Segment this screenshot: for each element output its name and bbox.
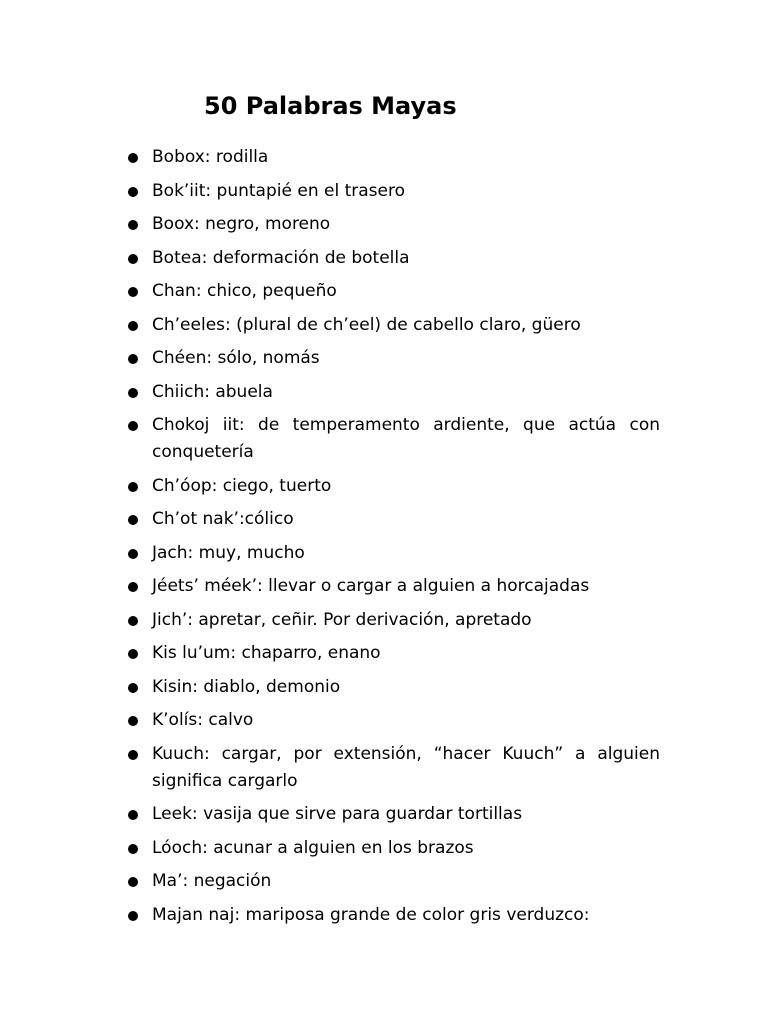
list-item-text: Botea: deformación de botella bbox=[152, 247, 410, 268]
list-item bbox=[128, 379, 660, 406]
bullet-icon bbox=[128, 515, 138, 525]
list-item bbox=[128, 607, 660, 634]
bullet-icon bbox=[128, 810, 138, 820]
bullet-icon bbox=[128, 187, 138, 197]
bullet-icon bbox=[128, 716, 138, 726]
bullet-icon bbox=[128, 616, 138, 626]
bullet-icon bbox=[128, 321, 138, 331]
bullet-icon bbox=[128, 354, 138, 364]
list-item-text: Ma’: negación bbox=[152, 871, 272, 891]
list-item-text: Ch’eeles: (plural de ch’eel) de cabello claro, güero bbox=[152, 314, 581, 335]
bullet-icon bbox=[128, 750, 138, 760]
list-item bbox=[128, 540, 660, 567]
list-item-text: Jéets’ méek’: llevar o cargar a alguien a horcajadas bbox=[152, 576, 590, 596]
list-item bbox=[128, 473, 660, 500]
bullet-icon bbox=[128, 683, 138, 693]
bullet-icon bbox=[128, 649, 138, 659]
list-item-text: Jich’: apretar, ceñir. Por derivación, apretado bbox=[152, 609, 532, 630]
bullet-icon bbox=[128, 388, 138, 398]
bullet-icon bbox=[128, 549, 138, 559]
list-item bbox=[128, 278, 660, 305]
list-item-text: Kisin: diablo, demonio bbox=[152, 676, 341, 697]
bullet-icon bbox=[128, 582, 138, 592]
bullet-icon bbox=[128, 421, 138, 431]
bullet-icon bbox=[128, 482, 138, 492]
list-item bbox=[128, 835, 660, 862]
word-list bbox=[128, 144, 660, 935]
bullet-icon bbox=[128, 254, 138, 264]
bullet-icon bbox=[128, 153, 138, 163]
page-title: 50 Palabras Mayas bbox=[204, 92, 457, 120]
list-item-text: Boox: negro, moreno bbox=[152, 214, 331, 234]
list-item bbox=[128, 674, 660, 701]
list-item bbox=[128, 741, 660, 795]
list-item bbox=[128, 801, 660, 828]
list-item-text: Chiich: abuela bbox=[152, 381, 273, 402]
list-item bbox=[128, 902, 660, 929]
list-item bbox=[128, 245, 660, 272]
list-item-text: Ch’óop: ciego, tuerto bbox=[152, 475, 332, 496]
list-item bbox=[128, 345, 660, 372]
list-item-text: K’olís: calvo bbox=[152, 710, 254, 730]
list-item bbox=[128, 412, 660, 466]
list-item-text: Chéen: sólo, nomás bbox=[152, 348, 320, 368]
list-item-text: Bok’iit: puntapié en el trasero bbox=[152, 180, 405, 201]
list-item-text: Kis lu’um: chaparro, enano bbox=[152, 643, 381, 663]
list-item bbox=[128, 707, 660, 734]
list-item bbox=[128, 178, 660, 205]
list-item-text: Chokoj iit: de temperamento ardiente, que actúa con conquetería bbox=[152, 415, 660, 462]
list-item-text: Bobox: rodilla bbox=[152, 147, 269, 167]
bullet-icon bbox=[128, 877, 138, 887]
list-item bbox=[128, 211, 660, 238]
list-item-text: Jach: muy, mucho bbox=[152, 542, 305, 563]
list-item bbox=[128, 868, 660, 895]
bullet-icon bbox=[128, 911, 138, 921]
list-item bbox=[128, 573, 660, 600]
list-item bbox=[128, 506, 660, 533]
list-item-text: Ch’ot nak’:cólico bbox=[152, 509, 294, 529]
list-item bbox=[128, 312, 660, 339]
list-item-text: Majan naj: mariposa grande de color gris verduzco: bbox=[152, 904, 590, 925]
list-item-text: Chan: chico, pequeño bbox=[152, 281, 337, 301]
bullet-icon bbox=[128, 844, 138, 854]
bullet-icon bbox=[128, 220, 138, 230]
list-item-text: Lóoch: acunar a alguien en los brazos bbox=[152, 837, 474, 858]
list-item bbox=[128, 640, 660, 667]
list-item bbox=[128, 144, 660, 171]
list-item-text: Kuuch: cargar, por extensión, “hacer Kuuch” a alguien significa cargarlo bbox=[152, 743, 660, 791]
list-item-text: Leek: vasija que sirve para guardar tortillas bbox=[152, 804, 523, 824]
bullet-icon bbox=[128, 287, 138, 297]
